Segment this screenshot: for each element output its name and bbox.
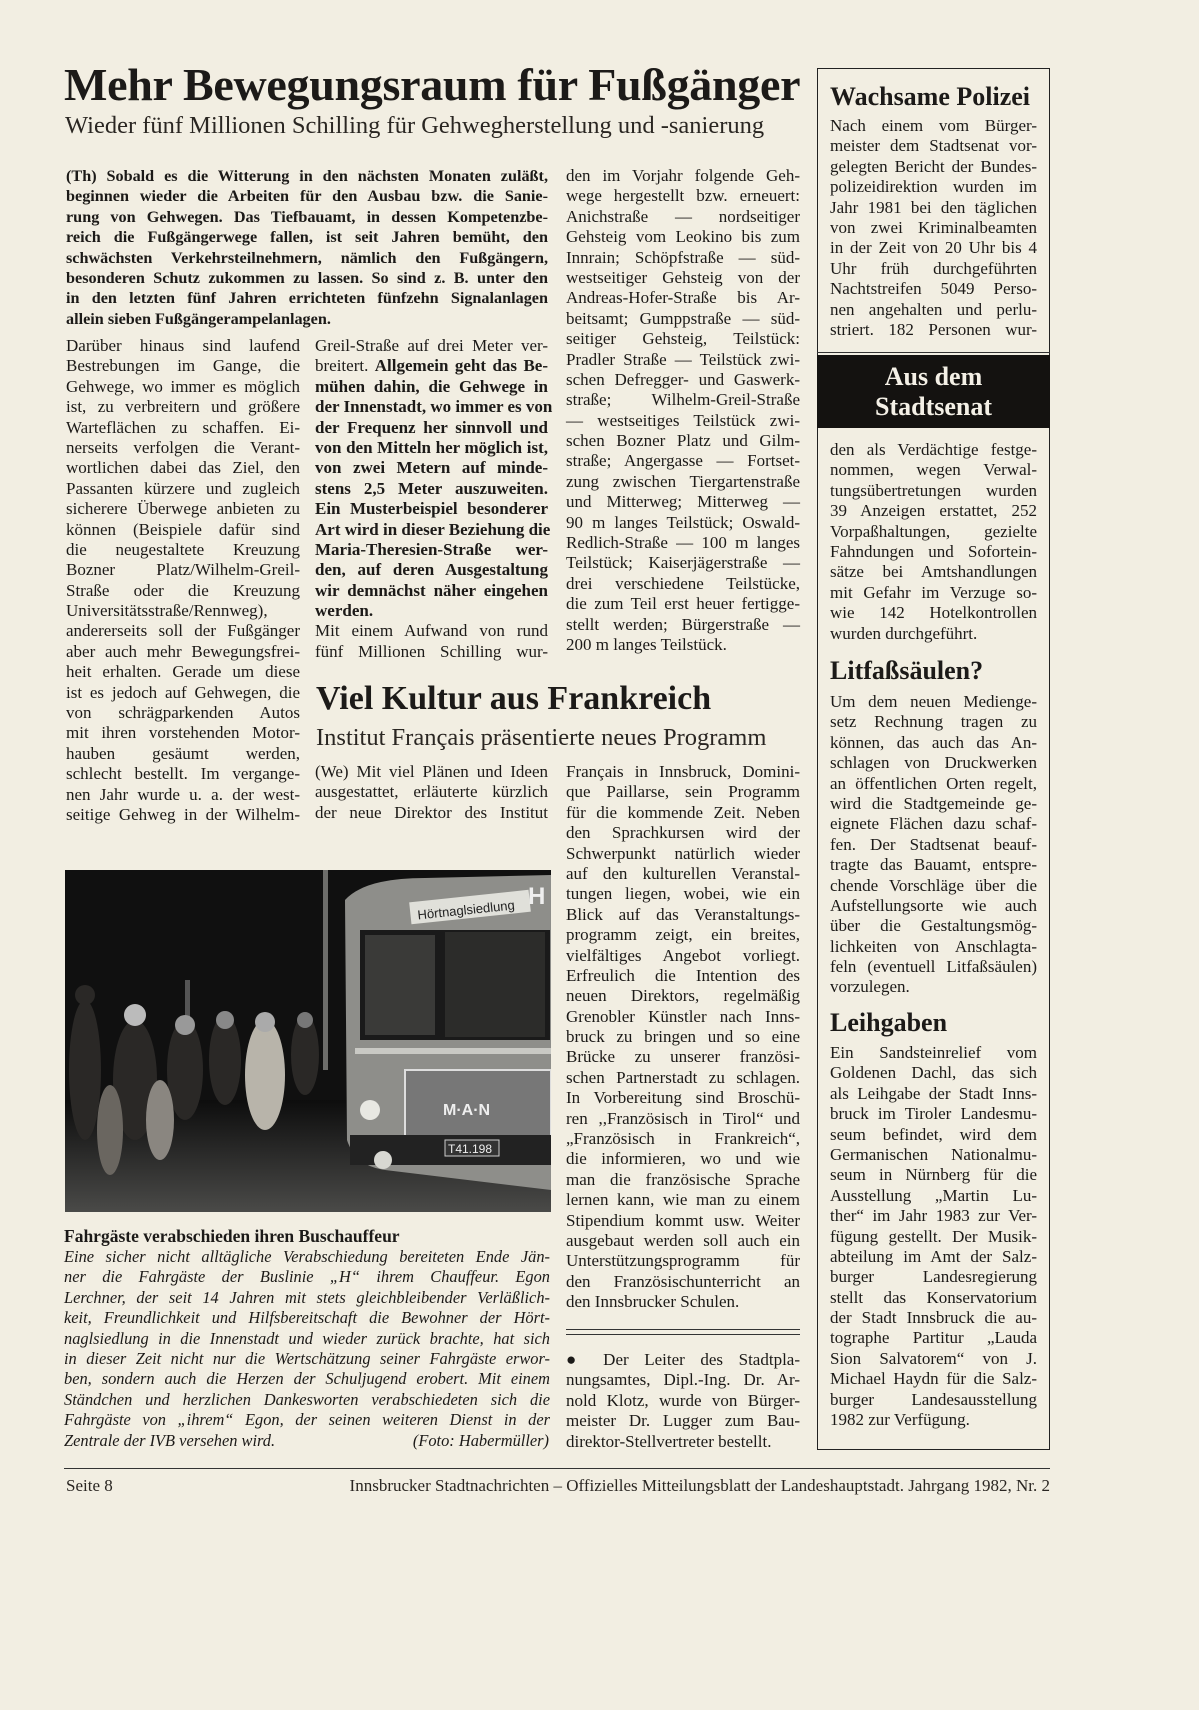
text-line: andererseits soll der Fußgänger <box>66 621 300 641</box>
article2-subheadline: Institut Français präsentierte neues Programm <box>316 724 767 751</box>
text-line: der Stadt Innsbruck die au- <box>830 1308 1037 1328</box>
text-line: seitiger Gehsteig, Teilstück: <box>566 329 800 349</box>
text-line: nerseits verfolgen die Verant- <box>66 437 300 457</box>
text-line: meister Dr. Lugger zum Bau- <box>566 1411 800 1431</box>
text-line: feln (eventuell Litfaßsäulen) <box>830 957 1037 977</box>
text-line: fünf Millionen Schilling wur- <box>315 641 548 661</box>
text-line: vorzulegen. <box>830 977 910 997</box>
text-line: ist es jedoch auf Gehwegen, die <box>66 682 300 702</box>
text-line: der neue Direktor des Institut <box>315 802 548 822</box>
text-line: ausgebaut werden soll auch ein <box>566 1230 800 1250</box>
text-line <box>315 356 548 376</box>
text-line: Ausstellung „Martin Lu- <box>830 1185 1037 1205</box>
text-line: meister dem Stadtsenat vor- <box>830 136 1037 156</box>
text-line: von zwei Kriminalbeamten <box>830 217 1037 237</box>
text-line: schwächsten Verkehrsteilnehmern, nämlich den Fußgängern, <box>66 248 548 267</box>
text-line: direktor-Stellvertreter bestellt. <box>566 1431 772 1451</box>
section-banner-line1: Aus dem <box>884 362 983 391</box>
text-line: mit Gefahr im Verzuge so- <box>830 582 1037 602</box>
text-line: Redlich-Straße — 100 m langes <box>566 533 800 553</box>
text-line: straße; Wilhelm-Greil-Straße <box>566 390 800 410</box>
text-line: Darüber hinaus sind laufend <box>66 336 300 355</box>
sidebar-heading-police: Wachsame Polizei <box>830 82 1031 111</box>
text-line: Fahrgäste von „ihrem“ Egon, der seinen weiteren Dienst in der <box>64 1410 550 1430</box>
text-line: Brücke zu unserer französi- <box>566 1047 800 1067</box>
license-plate: T41.198 <box>448 1142 493 1156</box>
text-line: seum befindet, wird dem <box>830 1124 1037 1144</box>
text-line: den Innsbrucker Schulen. <box>566 1292 740 1312</box>
article2-column-1 <box>315 762 548 823</box>
sidebar-heading-leihgaben: Leihgaben <box>830 1008 948 1037</box>
text-line: aber auch mehr Bewegungsfrei- <box>66 641 300 661</box>
text-line: 1982 zur Verfügung. <box>830 1410 970 1430</box>
bus-photo <box>65 870 551 1212</box>
text-line: den Französischunterricht an <box>566 1271 800 1291</box>
text-line: ner die Fahrgäste der Buslinie „H“ ihrem Chauffeur. Egon <box>64 1267 550 1287</box>
publication-info: Innsbrucker Stadtnachrichten – Offizielles Mitteilungsblatt der Landeshauptstadt. Jahrgang 1982, Nr. 2 <box>349 1476 1050 1495</box>
text-segment: breitert. <box>315 356 369 376</box>
text-line: ● Der Leiter des Stadtpla- <box>566 1350 800 1369</box>
text-line: allein sieben Fußgängerampelanlagen. <box>66 309 331 328</box>
text-line: Jahr 1981 bei den täglichen <box>830 197 1037 217</box>
text-line: 39 Anzeigen erstattet, 252 <box>830 501 1037 521</box>
text-line: besonderen Schutz zukommen zu lassen. So sind z. B. unter den <box>66 268 548 287</box>
text-line: Gehsteig vom Leokino bis zum <box>566 227 800 247</box>
text-line: man die französische Sprache <box>566 1169 800 1189</box>
text-line: setz Rechnung tragen zu <box>830 712 1037 732</box>
text-line: Aufstellungsorte wie auch <box>830 895 1037 915</box>
text-line: schen Partnerstadt zu schlagen. <box>566 1067 800 1087</box>
text-line: Straße oder die Kreuzung <box>66 580 300 600</box>
text-line: Greil-Straße auf drei Meter ver- <box>315 336 548 355</box>
text-line: den, auf deren Ausgestaltung <box>315 560 548 580</box>
text-line: „Französisch in Frankreich“, <box>566 1129 800 1149</box>
text-line: wird die Stadtgemeinde ge- <box>830 793 1037 813</box>
text-line: seitige Gehweg in der Wilhelm- <box>66 804 300 824</box>
text-line: drei verschiedene Teilstücke, <box>566 573 800 593</box>
text-line: auf den kulturellen Veranstal- <box>566 863 800 883</box>
text-line: Passanten kürzere und zugleich <box>66 478 300 498</box>
text-line: schlecht bestellt. Im vergange- <box>66 764 300 784</box>
text-line: nungsamtes, Dipl.-Ing. Dr. Ar- <box>566 1370 800 1390</box>
photo-caption-title: Fahrgäste verabschieden ihren Buschauffeur <box>64 1226 400 1246</box>
text-line: rung von Gehwegen. Das Tiefbauamt, in dessen Kompetenzbe- <box>66 207 548 226</box>
text-line: Maria-Theresien-Straße wer- <box>315 539 548 559</box>
footer-rule <box>64 1468 1050 1469</box>
text-line: wir demnächst näher eingehen <box>315 580 548 600</box>
text-line: programm zeigt, ein breites, <box>566 925 800 945</box>
text-line: schen Defregger- und Gaswerk- <box>566 369 800 389</box>
text-line: nommen, wegen Verwal- <box>830 460 1037 480</box>
bus-destination-sign: Hörtnaglsiedlung <box>416 897 516 923</box>
text-line: tungen liegen, wobei, wie ein <box>566 884 800 904</box>
text-line: Vorpaßhaltungen, gezielte <box>830 521 1037 541</box>
photo-credit: (Foto: Habermüller) <box>412 1431 549 1450</box>
text-line: Uhr früh durchgeführten <box>830 258 1037 278</box>
text-line: der Innenstadt, wo immer es von <box>315 397 553 417</box>
sidebar-litfass-text <box>830 692 1037 998</box>
article2-headline: Viel Kultur aus Frankreich <box>316 680 712 717</box>
text-line: Bozner Platz/Wilhelm-Greil- <box>66 560 300 580</box>
text-line: den Sprachkursen wird der <box>566 823 800 843</box>
text-line: von zwei Metern auf minde- <box>315 458 548 478</box>
text-line: eignete Flächen dazu schaf- <box>830 814 1037 834</box>
text-line: keit, Freundlichkeit und Hilfsbereitschaft die Bewohner der Hört- <box>64 1308 550 1328</box>
text-line: Unterstützungsprogramm für <box>566 1251 800 1271</box>
divider <box>566 1334 800 1335</box>
text-line: in der Zeit von 20 Uhr bis 4 <box>830 238 1037 258</box>
text-line: 90 m langes Teilstück; Oswald- <box>566 512 800 532</box>
text-line: Nachtstreifen 5049 Perso- <box>830 279 1037 299</box>
text-line: Ständchen und herzlichen Dankesworten verabschiedeten sich die <box>64 1389 550 1409</box>
text-line: Anichstraße — nordseitiger <box>566 206 800 226</box>
text-line: Innrain; Schöpfstraße — süd- <box>566 247 800 267</box>
text-line: wurden durchgeführt. <box>830 623 978 643</box>
text-line: que Paillarse, sein Programm <box>566 782 800 802</box>
text-line: Michael Haydn für die Salz- <box>830 1369 1037 1389</box>
text-line: über die Gestaltungsmög- <box>830 916 1037 936</box>
photo-caption <box>64 1247 550 1451</box>
text-line: In Vorbereitung sind Broschü- <box>566 1088 800 1108</box>
text-line: abteilung im Amt der Salz- <box>830 1246 1037 1266</box>
text-line: tragte das Bauamt, entspre- <box>830 855 1037 875</box>
text-line: straße; Angergasse — Fortset- <box>566 451 800 471</box>
article-headline: Mehr Bewegungsraum für Fußgänger <box>64 59 801 110</box>
text-line: (We) Mit viel Plänen und Ideen <box>315 762 548 781</box>
text-line: wie 142 Hotelkontrollen <box>830 603 1037 623</box>
text-line: reich die Fußgängerwege fallen, ist seit Jahren bemüht, den <box>66 228 548 247</box>
text-line: mühen dahin, die Gehwege in <box>315 376 548 396</box>
text-line: nen angehalten und perlu- <box>830 299 1037 319</box>
text-line: Lerchner, der seit 14 Jahren mit stets gleichbleibender Verläßlich- <box>64 1287 550 1307</box>
text-line: tungsübertretungen wurden <box>830 480 1037 500</box>
text-line: der Frequenz her sinnvoll und <box>315 417 548 437</box>
article-lead <box>66 166 548 329</box>
text-line: zung zwischen Tiergartenstraße <box>566 471 800 491</box>
text-line: Art wird in dieser Beziehung die <box>315 519 551 539</box>
text-line: Warteflächen zu schaffen. Ei- <box>66 417 300 437</box>
sidebar-police-text-continued <box>830 440 1037 644</box>
text-line: striert. 182 Personen wur- <box>830 319 1037 339</box>
text-line: tographe Partitur „Lauda <box>830 1328 1037 1348</box>
text-line: Nach einem vom Bürger- <box>830 116 1037 135</box>
text-line: wortlichen dabei das Ziel, den <box>66 458 300 478</box>
article-column-1 <box>66 336 300 825</box>
text-line: ther“ im Jahr 1983 zur Ver- <box>830 1206 1037 1226</box>
page-number: Seite 8 <box>66 1476 113 1495</box>
text-line: können (Beispiele dafür sind <box>66 519 300 539</box>
text-line: beginnen wieder die Arbeiten für den Ausbau bzw. die Sanie- <box>66 187 548 206</box>
article-column-2 <box>315 336 553 662</box>
text-line: Goldenen Dachl, das sich <box>830 1063 1037 1083</box>
text-line: Bestrebungen im Gange, die <box>66 356 300 376</box>
text-line: können, das auch das An- <box>830 732 1037 752</box>
text-line: Universitätsstraße/Rennweg), <box>66 601 268 621</box>
text-line: Eine sicher nicht alltägliche Verabschiedung bereiteten Ende Jän- <box>64 1247 550 1266</box>
text-line: naglsiedlung in die Innenstadt und wieder zurück brachte, hat sich <box>64 1328 550 1348</box>
text-line: stens 2,5 Meter auszuweiten. <box>315 478 548 498</box>
text-line: ben, sondern auch die Herzen der Schuljugend erobert. Mit einem <box>64 1369 550 1389</box>
text-line: stellt das Konservatorium <box>830 1287 1037 1307</box>
text-line: nold Klotz, wurde von Bürger- <box>566 1390 800 1410</box>
text-line: sicherere Überwege anbieten zu <box>66 499 300 519</box>
text-line: Français in Innsbruck, Domini- <box>566 762 800 781</box>
text-line: die zum Teil erst heuer fertigge- <box>566 594 800 614</box>
text-line: Blick auf das Veranstaltungs- <box>566 904 800 924</box>
text-line: die neugestaltete Kreuzung <box>66 539 300 559</box>
text-line: lichkeiten von Anschlagta- <box>830 936 1037 956</box>
text-segment-bold: Allgemein geht das Be- <box>374 356 548 376</box>
text-line: schen Bozner Platz und Gilm- <box>566 431 800 451</box>
section-banner-line2: Stadtsenat <box>874 392 992 421</box>
text-line: stellt werden; Bürgerstraße — <box>566 614 800 634</box>
notice-item <box>566 1350 800 1452</box>
text-line: Ein Musterbeispiel besonderer <box>315 499 548 519</box>
text-line: heit erhalten. Gerade um diese <box>66 662 300 682</box>
bus-brand-logo: M·A·N <box>443 1102 491 1119</box>
text-line: Sion Salvatorem“ von J. <box>830 1348 1037 1368</box>
text-line: von den Mitteln her möglich ist, <box>315 437 548 457</box>
text-line: schlagen von Druckwerken <box>830 753 1037 773</box>
sidebar-leihgaben-text <box>830 1043 1037 1430</box>
text-line: den als Verdächtige festge- <box>830 440 1037 459</box>
text-line: burger Landesausstellung <box>830 1389 1037 1409</box>
text-line: vielfältiges Angebot vorliegt. <box>566 945 800 965</box>
text-line: werden. <box>315 601 374 621</box>
text-line: Teilstück; Kaiserjägerstraße — <box>566 553 800 573</box>
text-line: Andreas-Hofer-Straße bis Ar- <box>566 288 800 308</box>
bus-line-letter: H <box>528 883 546 910</box>
text-line: (Th) Sobald es die Witterung in den nächsten Monaten zuläßt, <box>66 167 548 185</box>
text-line: polizeidirektion wurden im <box>830 177 1037 197</box>
text-line: Zentrale der IVB versehen wird. <box>64 1430 276 1450</box>
text-line: gelegten Bericht der Bundes- <box>830 156 1037 176</box>
text-line: Stipendium kommt usw. Weiter <box>566 1210 800 1230</box>
text-line: nen Jahr wurde u. a. der west- <box>66 784 300 804</box>
text-line: burger Landesregierung <box>830 1267 1037 1287</box>
text-line: Fahndungen und Sofortein- <box>830 541 1037 561</box>
text-line: mit ihren vorstehenden Motor- <box>66 723 300 743</box>
text-line: von schrägparkenden Autos <box>66 703 300 723</box>
text-line: ren ,,Französisch in Tirol“ und <box>566 1108 800 1128</box>
text-line: Gehwege, wo immer es möglich <box>66 376 300 396</box>
text-line: an öffentlichen Orten regelt, <box>830 773 1037 793</box>
text-line: die informieren, wo und wie <box>566 1149 800 1169</box>
text-line: beitsamt; Gumppstraße — süd- <box>566 308 800 328</box>
text-line: lernen kann, wie man zu einem <box>566 1190 800 1210</box>
divider <box>566 1329 800 1330</box>
text-line: Ein Sandsteinrelief vom <box>830 1043 1037 1062</box>
text-line: seum in Nürnberg für die <box>830 1165 1037 1185</box>
text-line: neuen Direktors, regelmäßig <box>566 986 800 1006</box>
text-line: Um dem neuen Medienge- <box>830 692 1037 711</box>
article2-column-2 <box>566 762 800 1313</box>
text-line: für die kommende Zeit. Neben <box>566 802 800 822</box>
text-line: bruck im Tiroler Landesmu- <box>830 1104 1037 1124</box>
text-line: 200 m langes Teilstück. <box>566 634 727 654</box>
sidebar-heading-litfass: Litfaßsäulen? <box>830 656 984 685</box>
text-line: Germanischen Nationalmu- <box>830 1144 1037 1164</box>
text-line: westseitiger Gehsteig von der <box>566 267 800 287</box>
text-line: Schwerpunkt natürlich wieder <box>566 843 800 863</box>
text-line: Pradler Straße — Teilstück zwi- <box>566 349 800 369</box>
text-line: Erfreulich die Intention des <box>566 965 800 985</box>
text-line: fen. Der Stadtsenat beauf- <box>830 834 1037 854</box>
text-line: als Leihgabe der Stadt Inns- <box>830 1083 1037 1103</box>
text-line: in dieser Zeit nicht nur die Wertschätzung seiner Fahrgäste erwor- <box>64 1348 550 1368</box>
text-line: chende Vorschläge über die <box>830 875 1037 895</box>
text-line: bruck zu bringen und so eine <box>566 1027 800 1047</box>
text-line: sätze bei Amtshandlungen <box>830 562 1037 582</box>
text-line: — westseitiges Teilstück zwi- <box>566 410 800 430</box>
text-line: Grenobler Künstler nach Inns- <box>566 1006 800 1026</box>
text-line: den im Vorjahr folgende Geh- <box>566 166 800 185</box>
text-line: ausgestattet, erläuterte kürzlich <box>315 782 548 802</box>
bus-photo-image <box>65 870 551 1212</box>
text-line: in den letzten fünf Jahren errichteten fünfzehn Signalanlagen <box>66 289 548 308</box>
text-line: ist, zu verbreitern und größere <box>66 397 300 417</box>
article-subheadline: Wieder fünf Millionen Schilling für Gehwegherstellung und -sanierung <box>65 112 765 139</box>
text-line: wege hergestellt bzw. erneuert: <box>566 186 800 206</box>
text-line: hauben gesäumt werden, <box>66 743 300 763</box>
divider <box>817 352 1050 353</box>
text-line: und Mitterweg; Mitterweg — <box>566 492 800 512</box>
sidebar-police-text <box>830 116 1037 340</box>
article-column-3 <box>566 166 800 655</box>
section-banner <box>817 355 1050 428</box>
text-line: fügung gestellt. Der Musik- <box>830 1226 1037 1246</box>
text-line: Mit einem Aufwand von rund <box>315 621 548 641</box>
